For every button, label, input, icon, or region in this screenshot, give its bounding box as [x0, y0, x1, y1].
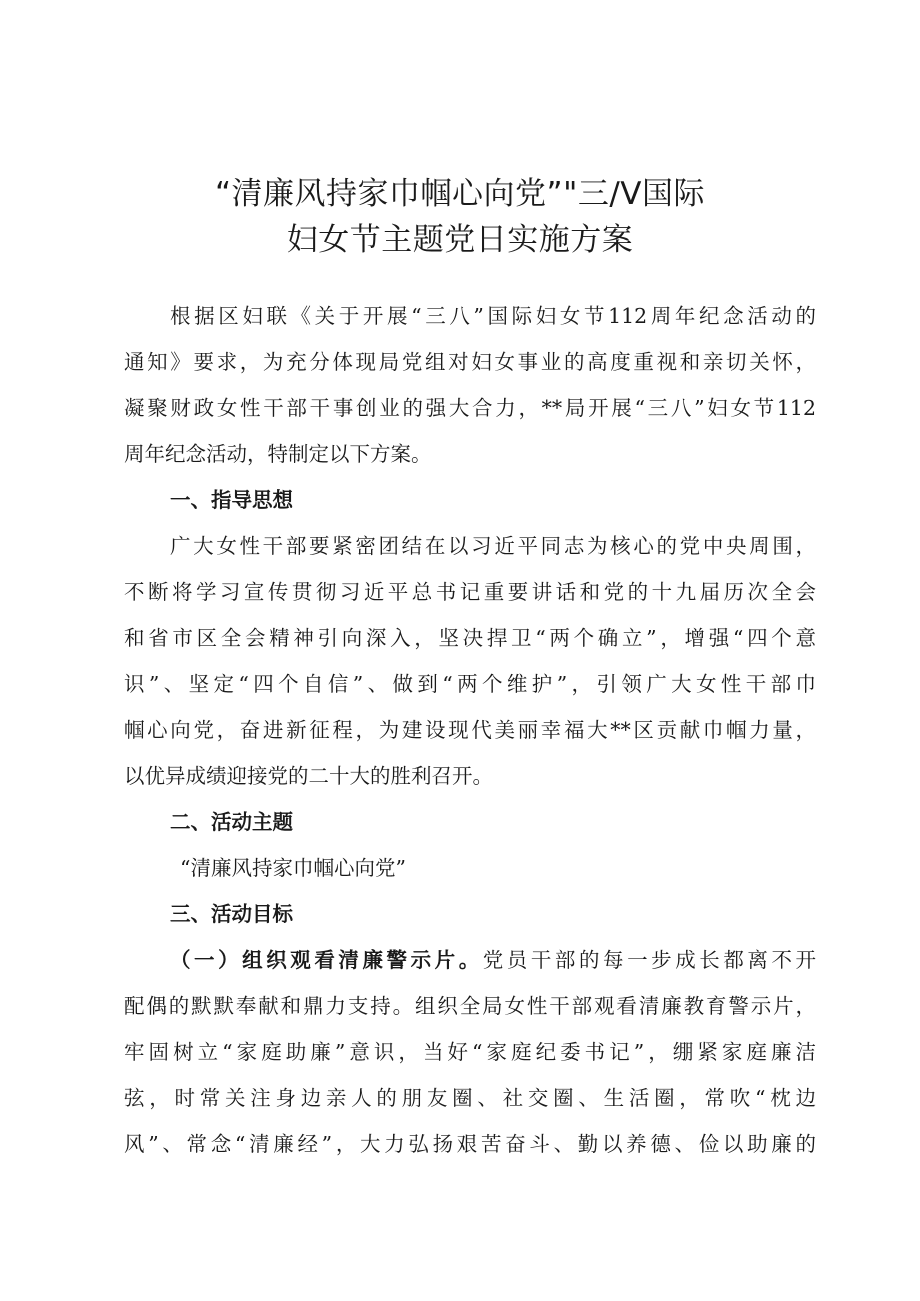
section-heading-activity-goals: 三、活动目标	[170, 902, 293, 926]
intro-line-3: 凝聚财政女性干部干事创业的强大合力，**局开展“三八”妇女节112	[124, 396, 816, 420]
section3-line-5: 风”、常念“清廉经”，大力弘扬艰苦奋斗、勤以养德、俭以助廉的	[124, 1132, 816, 1156]
section1-line-2: 不断将学习宣传贯彻习近平总书记重要讲话和党的十九届历次全会	[124, 580, 816, 604]
section1-line-5: 帼心向党，奋进新征程，为建设现代美丽幸福大**区贡献巾帼力量，	[124, 718, 816, 742]
section3-line-4: 弦，时常关注身边亲人的朋友圈、社交圈、生活圈，常吹“枕边	[124, 1086, 816, 1110]
activity-theme-text: “清廉风持家巾帼心向党”	[180, 856, 406, 880]
item1-bold-label: （一）组织观看清廉警示片。	[170, 948, 483, 972]
section3-line-2: 配偶的默默奉献和鼎力支持。组织全局女性干部观看清廉教育警示片，	[124, 994, 816, 1018]
intro-line-1: 根据区妇联《关于开展“三八”国际妇女节112周年纪念活动的	[170, 304, 816, 328]
section-heading-activity-theme: 二、活动主题	[170, 810, 293, 834]
section3-line-3: 牢固树立“家庭助廉”意识，当好“家庭纪委书记”，绷紧家庭廉洁	[124, 1040, 816, 1064]
intro-line-4: 周年纪念活动，特制定以下方案。	[124, 442, 432, 466]
section1-line-4: 识”、坚定“四个自信”、做到“两个维护”，引领广大女性干部巾	[124, 672, 816, 696]
document-title-line-2: 妇女节主题党日实施方案	[286, 222, 634, 258]
section3-item1-line-1	[170, 947, 816, 973]
document-title-line-1: “清廉风持家巾帼心向党”"三/V国际	[214, 176, 706, 212]
item1-line-1-text: 党员干部的每一步成长都离不开	[482, 948, 816, 972]
section-heading-guiding-ideology: 一、指导思想	[170, 488, 293, 512]
section1-line-6: 以优异成绩迎接党的二十大的胜利召开。	[124, 764, 493, 788]
section1-line-3: 和省市区全会精神引向深入，坚决捍卫“两个确立”，增强“四个意	[124, 626, 816, 650]
intro-line-2: 通知》要求，为充分体现局党组对妇女事业的高度重视和亲切关怀，	[124, 350, 816, 374]
section1-line-1: 广大女性干部要紧密团结在以习近平同志为核心的党中央周围，	[170, 534, 816, 558]
